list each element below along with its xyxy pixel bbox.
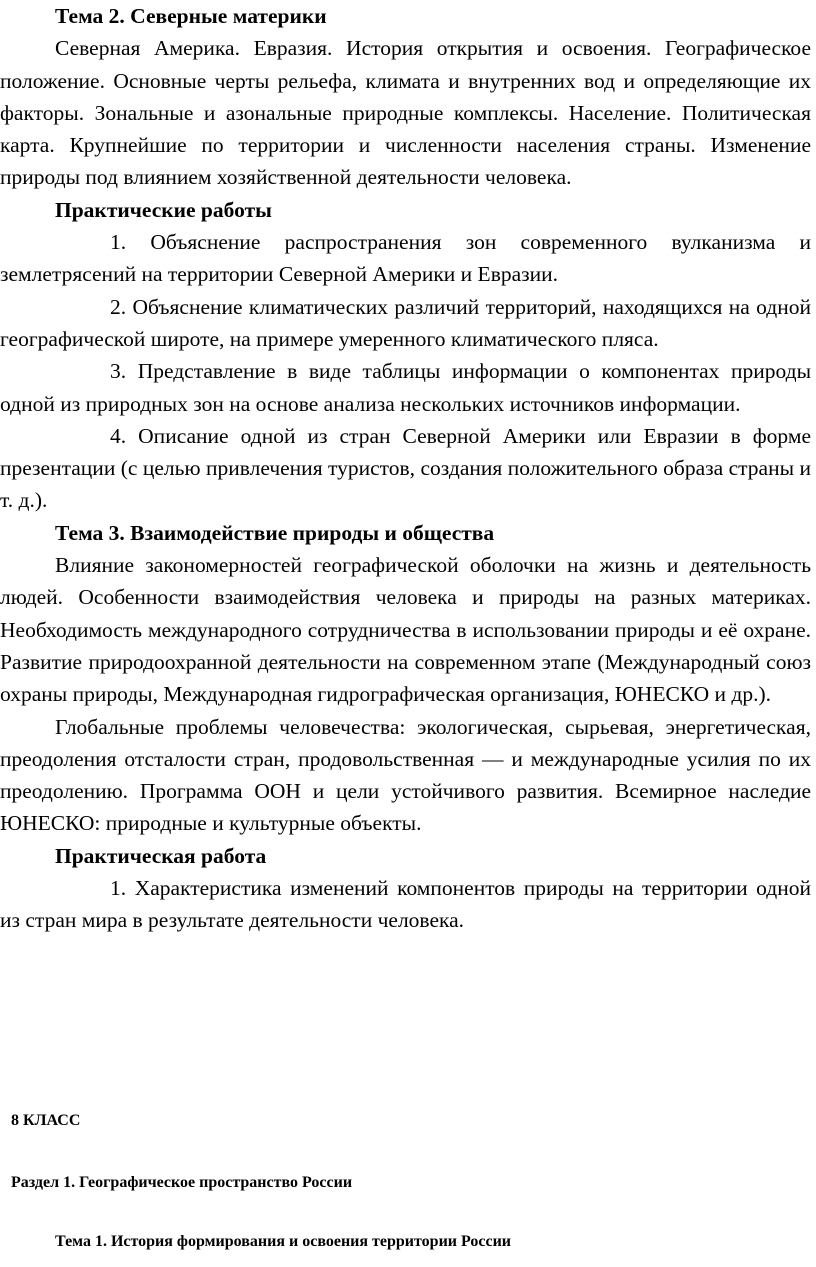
section-heading: Раздел 1. Географическое пространство России [11, 1174, 353, 1191]
topic2-practical-heading: Практические работы [55, 197, 272, 222]
topic3-practical-item [0, 872, 811, 937]
topic3-paragraph: Глобальные проблемы человечества: экологическая, сырьевая, энергетическая, преодоления отсталости стран, продовольственная — и международные усилия по их преодолению. Программа ООН и цели устойчивого развития. Всемирное наследие ЮНЕСКО: природные и культурные объекты. [0, 714, 811, 836]
item-text: Описание одной из стран Северной Америки или Евразии в форме презентации (с целью привлечения туристов, создания положительного образа страны и т. д.). [0, 423, 812, 513]
topic2-practical-item [0, 291, 811, 356]
grade-heading: 8 КЛАСС [11, 1112, 81, 1129]
item-number: 2. [110, 294, 127, 319]
topic3-paragraph: Влияние закономерностей географической оболочки на жизнь и деятельность людей. Особенности взаимодействия человека и природы на разных материках. Необходимость международного сотрудничества в использовании природы и её охране. Развитие природоохранной деятельности на современном этапе (Международный союз охраны природы, Международная гидрографическая организация, ЮНЕСКО и др.). [0, 553, 811, 707]
topic2-practical-item [0, 226, 811, 291]
item-text: Представление в виде таблицы информации о компонентах природы одной из природных зон на основе анализа нескольких источников информации. [0, 359, 812, 416]
item-number: 1. [110, 230, 127, 255]
item-number: 4. [110, 423, 127, 448]
item-number: 3. [110, 359, 127, 384]
topic2-practical-item [0, 355, 811, 420]
topic3-practical-heading: Практическая работа [55, 843, 267, 868]
topic-heading: Тема 1. История формирования и освоения территории России [55, 1233, 512, 1250]
topic2-heading: Тема 2. Северные материки [55, 4, 327, 28]
topic2-practical-item [0, 420, 811, 517]
item-text: Объяснение климатических различий территорий, находящихся на одной географической широте, на примере умеренного климатического пляса. [0, 294, 811, 351]
topic3-heading: Тема 3. Взаимодействие природы и общества [55, 520, 495, 545]
item-number: 1. [110, 876, 127, 901]
topic2-paragraph: Северная Америка. Евразия. История открытия и освоения. Географическое положение. Основные черты рельефа, климата и внутренних вод и определяющие их факторы. Зональные и азональные природные комплексы. Население. Политическая карта. Крупнейшие по территории и численности населения страны. Изменение природы под влиянием хозяйственной деятельности человека. [0, 36, 811, 190]
item-text: Объяснение распространения зон современного вулканизма и землетрясений на территории Северной Америки и Евразии. [0, 230, 812, 287]
item-text: Характеристика изменений компонентов природы на территории одной из стран мира в результате деятельности человека. [0, 876, 811, 933]
